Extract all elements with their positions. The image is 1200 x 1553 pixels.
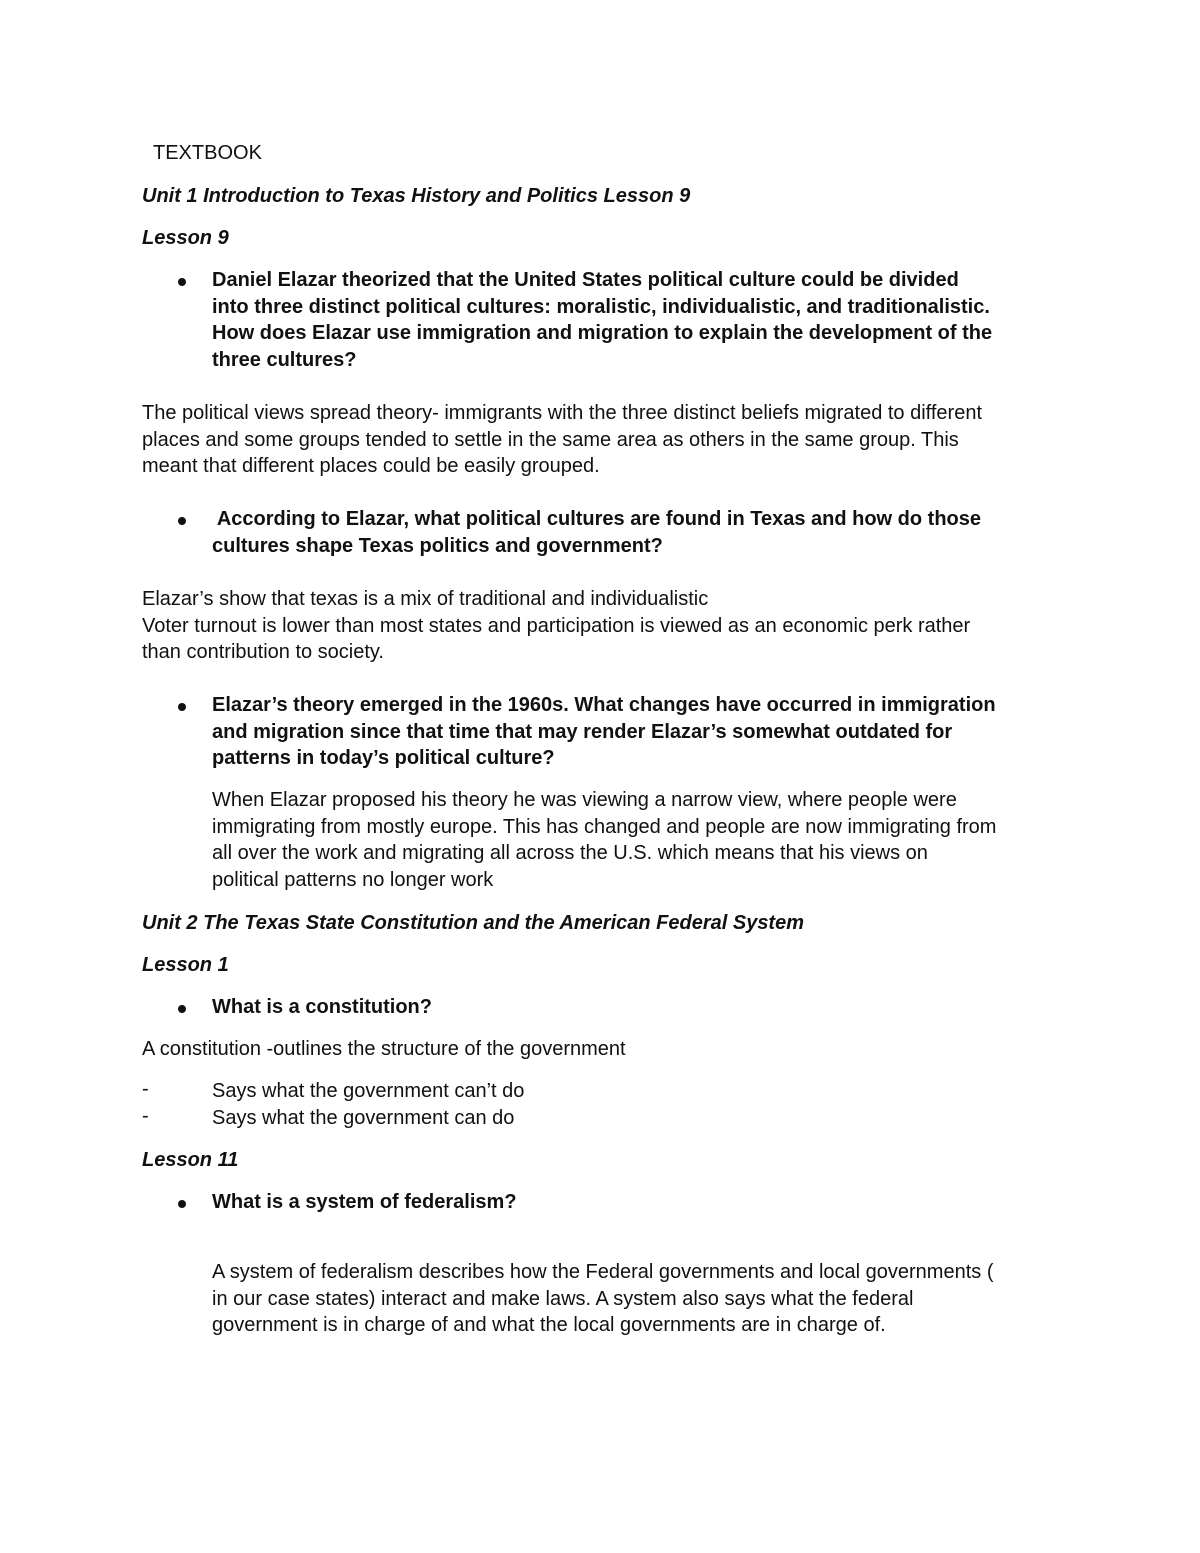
question-line: According to Elazar, what political cultures are found in Texas and how do those — [212, 508, 982, 530]
bullet-icon — [178, 1005, 186, 1013]
answer-line: government is in charge of and what the local governments are in charge of. — [212, 1314, 886, 1337]
answer-line: Elazar’s show that texas is a mix of traditional and individualistic — [142, 588, 709, 610]
bullet-icon — [178, 703, 186, 711]
list-item: Says what the government can’t do — [212, 1080, 525, 1102]
answer-line: Voter turnout is lower than most states and participation is viewed as an economic perk rather — [142, 614, 971, 637]
list-item: Says what the government can do — [212, 1107, 515, 1129]
unit1-title: Unit 1 Introduction to Texas History and Politics Lesson 9 — [142, 185, 691, 207]
question-constitution: What is a constitution? — [212, 996, 432, 1018]
bullet-icon — [178, 278, 186, 286]
answer-elazar-theory — [142, 400, 982, 480]
answer-constitution: A constitution -outlines the structure of the government — [142, 1038, 626, 1060]
document-heading: TEXTBOOK — [153, 142, 262, 164]
answer-line: immigrating from mostly europe. This has changed and people are now immigrating from — [212, 815, 997, 838]
answer-line: meant that different places could be easily grouped. — [142, 455, 600, 478]
question-line: Daniel Elazar theorized that the United States political culture could be divided — [212, 269, 959, 291]
answer-texas-cultures — [142, 586, 970, 666]
answer-line: The political views spread theory- immigrants with the three distinct beliefs migrated to different — [142, 402, 983, 424]
list-marker: - — [142, 1105, 149, 1127]
answer-line: places and some groups tended to settle in the same area as others in the same group. This — [142, 428, 959, 451]
unit2-lesson1-label: Lesson 1 — [142, 954, 229, 976]
question-federalism: What is a system of federalism? — [212, 1191, 517, 1213]
question-line: patterns in today’s political culture? — [212, 747, 555, 769]
question-line: three cultures? — [212, 348, 357, 371]
question-line: How does Elazar use immigration and migration to explain the development of the — [212, 322, 993, 344]
bullet-icon — [178, 517, 186, 525]
unit2-title: Unit 2 The Texas State Constitution and the American Federal System — [142, 912, 805, 934]
answer-line: political patterns no longer work — [212, 869, 494, 892]
question-line: Elazar’s theory emerged in the 1960s. What changes have occurred in immigration — [212, 694, 996, 716]
answer-federalism — [212, 1259, 993, 1339]
unit2-lesson11-label: Lesson 11 — [142, 1149, 239, 1171]
list-marker: - — [142, 1078, 149, 1100]
answer-line: in our case states) interact and make laws. A system also says what the federal — [212, 1287, 914, 1310]
question-elazar-changes — [212, 692, 996, 772]
question-line: and migration since that time that may render Elazar’s somewhat outdated for — [212, 720, 953, 743]
answer-line: all over the work and migrating all across the U.S. which means that his views on — [212, 842, 928, 865]
question-elazar-theory — [212, 267, 992, 373]
answer-line: When Elazar proposed his theory he was viewing a narrow view, where people were — [212, 789, 957, 811]
answer-line: than contribution to society. — [142, 641, 384, 664]
question-line: into three distinct political cultures: moralistic, individualistic, and traditionalistic. — [212, 295, 990, 318]
question-texas-cultures — [212, 506, 981, 559]
question-line: cultures shape Texas politics and government? — [212, 534, 663, 557]
bullet-icon — [178, 1200, 186, 1208]
answer-elazar-changes — [212, 787, 996, 894]
answer-line: A system of federalism describes how the Federal governments and local governments ( — [212, 1261, 994, 1283]
unit1-lesson9-label: Lesson 9 — [142, 227, 229, 249]
